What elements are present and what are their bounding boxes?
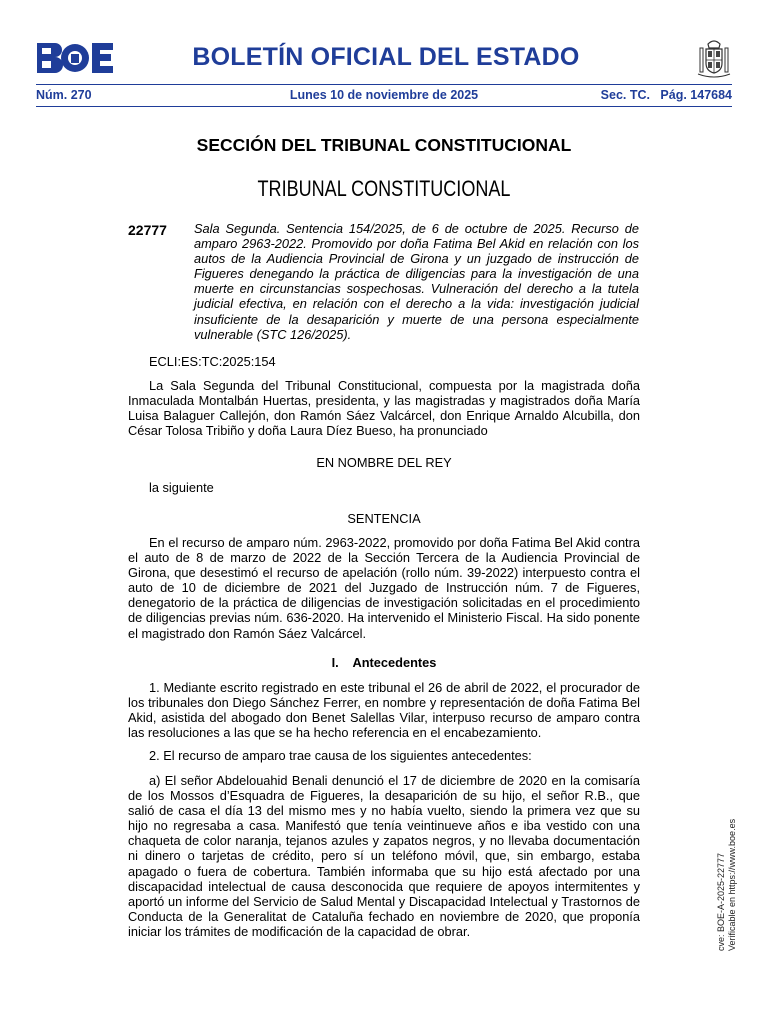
section-title: SECCIÓN DEL TRIBUNAL CONSTITUCIONAL — [196, 135, 572, 155]
following-line — [128, 480, 640, 495]
paragraph-2a-text: a) El señor Abdelouahid Benali denunció el 17 de diciembre de 2020 en la comisaría de los Mossos d’Esquadra de Figueres, la desaparición de su hijo, el señor R.B., que salió de casa el día 13 del mismo mes y no había vuelto, siendo la primera vez que su hijo no regresaba a casa. Manifestó que tenía veintinueve años e iba vestido con una chaqueta de color naranja, tejanos azules y zapatos negros, y no llevaba documentación ni dinero o tarjetas de crédito, pero sí un teléfono móvil, que, sin embargo, estaba apagado o fuera de cobertura. También informaba que su hijo está afectado por una discapacidad intelectual de causa desconocida que requiere de apoyos intermitentes y aportó un informe del Servicio de Salud Mental y Discapacidad Intelectual y Trastornos de Conducta de la Generalitat de Cataluña fechado en noviembre de 2020, que proponía iniciar los trámites de modificación de la capacidad de obrar. — [128, 773, 640, 939]
paragraph-1 — [128, 680, 640, 740]
paragraph-1-text: 1. Mediante escrito registrado en este tribunal el 26 de abril de 2022, el procurador de los tribunales don Diego Sánchez Ferrer, en nombre y representación de doña Fatima Bel Akid, asistida del abogado don Benet Salellas Vilar, interpuso recurso de amparo contra las resoluciones a las que se ha hecho referencia en el encabezamiento. — [128, 680, 640, 741]
issue-date: Lunes 10 de noviembre de 2025 — [289, 88, 479, 102]
issue-number: Núm. 270 — [36, 88, 92, 102]
paragraph-2 — [128, 748, 640, 763]
following-text: la siguiente — [149, 480, 214, 495]
coat-of-arms-icon — [696, 38, 732, 80]
court-title: TRIBUNAL CONSTITUCIONAL — [257, 176, 511, 201]
header-rule-bottom — [36, 106, 732, 107]
boe-logo-icon — [36, 42, 114, 74]
verification-note — [716, 751, 738, 951]
newspaper-title: BOLETÍN OFICIAL DEL ESTADO — [192, 43, 580, 71]
ecli: ECLI:ES:TC:2025:154 — [149, 354, 276, 369]
composition-paragraph — [128, 378, 640, 438]
king-heading: EN NOMBRE DEL REY — [316, 455, 452, 470]
header-meta — [36, 88, 732, 104]
reference-number: 22777 — [128, 222, 167, 238]
paragraph-2a — [128, 773, 640, 939]
page-header — [36, 38, 732, 86]
header-rule-top — [36, 84, 732, 85]
paragraph-2-text: 2. El recurso de amparo trae causa de los siguientes antecedentes: — [149, 748, 532, 763]
composition: La Sala Segunda del Tribunal Constitucional, compuesta por la magistrada doña Inmaculada Montalbán Huertas, presidenta, y las magistradas y magistrados doña María Luisa Balaguer Callejón, don Ramón Sáez Valcárcel, don Enrique Arnaldo Alcubilla, don César Tolosa Tribiño y doña Laura Díez Bueso, ha pronunciado — [128, 378, 640, 439]
verification-url: Verificable en https://www.boe.es — [727, 818, 737, 951]
section-page: Sec. TC. Pág. 147684 — [600, 88, 732, 102]
sentence-intro: En el recurso de amparo núm. 2963-2022, promovido por doña Fatima Bel Akid contra el auto de 8 de marzo de 2022 de la Sección Tercera de la Audiencia Provincial de Girona, que desestimó el recurso de apelación (rollo núm. 39-2022) interpuesto contra el auto de 10 de diciembre de 2021 del Juzgado de Instrucción núm. 7 de Figueres, denegatorio de la práctica de diligencias de investigación solicitadas en el procedimiento de diligencias previas núm. 636-2020. Ha intervenido el Ministerio Fiscal. Ha sido ponente el magistrado don Ramón Sáez Valcárcel. — [128, 535, 640, 641]
ecli-line — [128, 354, 640, 369]
cve-code: cve: BOE-A-2025-22777 — [716, 852, 726, 951]
sentence-intro-paragraph — [128, 535, 640, 641]
sentence-summary: Sala Segunda. Sentencia 154/2025, de 6 de octubre de 2025. Recurso de amparo 2963-2022. Promovido por doña Fatima Bel Akid en relación con los autos de la Audiencia Provincial de Girona y un juzgado de instrucción de Figueres denegando la práctica de diligencias para la investigación de una muerte en circunstancias sospechosas. Vulneración del derecho a la tutela judicial efectiva, en relación con el derecho a la vida: investigación judicial insuficiente de la desaparición y muerte de una persona especialmente vulnerable (STC 126/2025). — [194, 221, 639, 342]
antecedentes-heading: I. Antecedentes — [331, 655, 437, 670]
sentence-title: SENTENCIA — [347, 511, 421, 526]
